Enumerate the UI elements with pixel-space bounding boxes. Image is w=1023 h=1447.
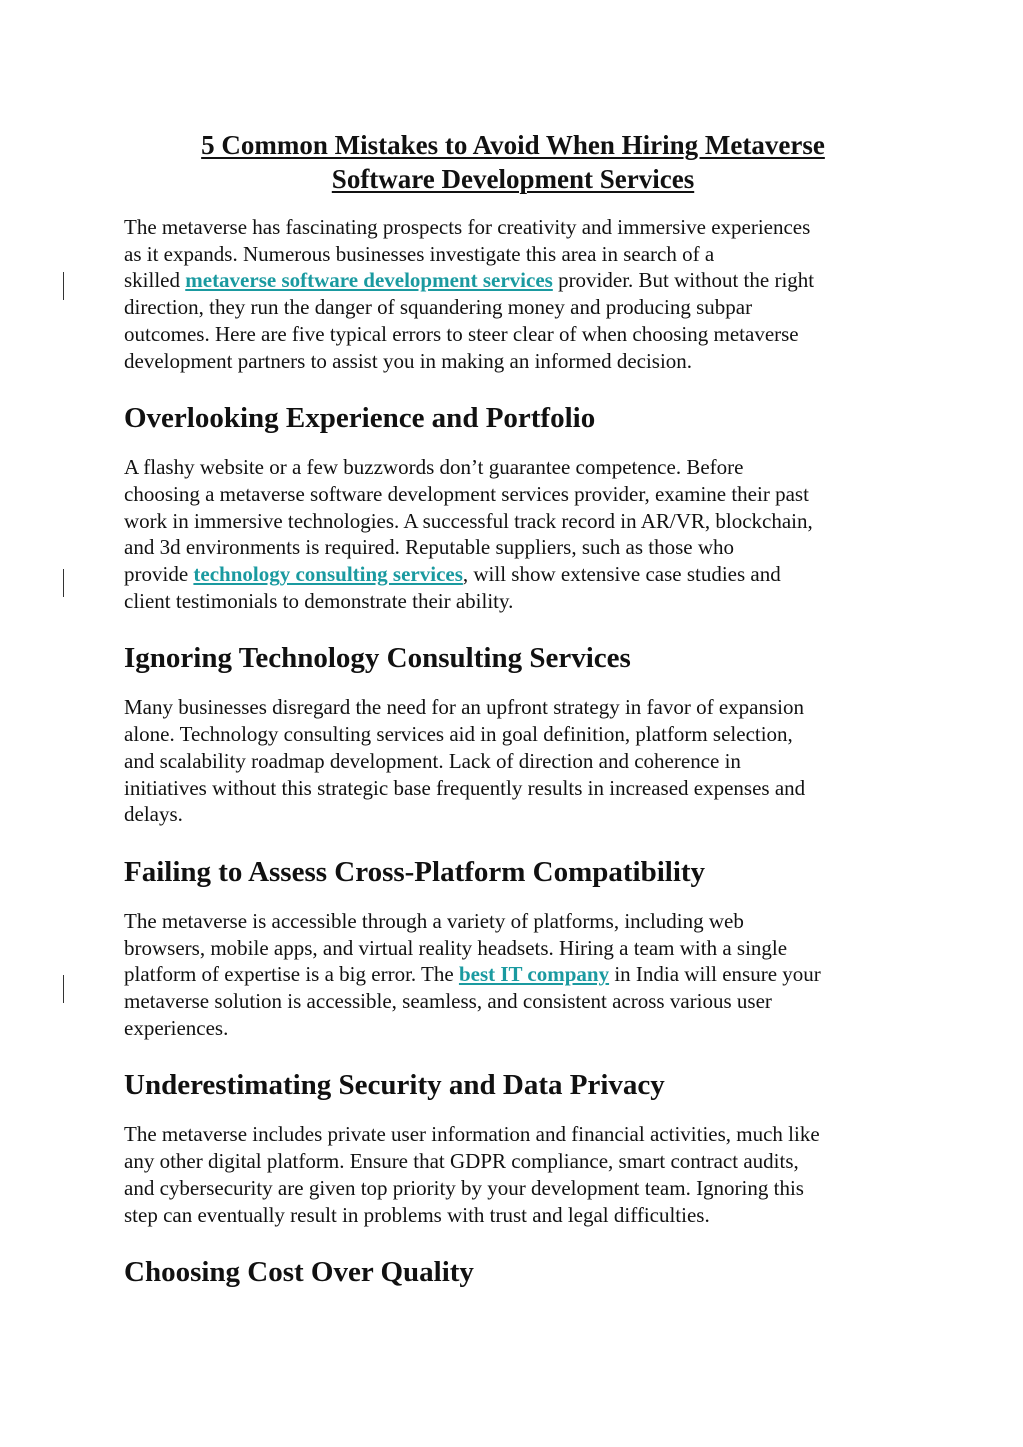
section-paragraph-experience <box>124 454 902 614</box>
text-line <box>124 561 902 588</box>
text-line: initiatives without this strategic base frequently results in increased expenses and <box>124 775 806 800</box>
text-line <box>124 267 902 294</box>
change-bar-section-1 <box>63 569 64 597</box>
section-paragraph-security <box>124 1121 902 1228</box>
text-line: step can eventually result in problems with trust and legal difficulties. <box>124 1202 710 1227</box>
change-bar-intro <box>63 272 64 300</box>
text-line: A flashy website or a few buzzwords don’t guarantee competence. Before <box>124 455 744 480</box>
text-line: The metaverse is accessible through a variety of platforms, including web <box>124 908 744 933</box>
section-heading-cost: Choosing Cost Over Quality <box>124 1256 474 1289</box>
text-line: and scalability roadmap development. Lack of direction and coherence in <box>124 748 741 773</box>
text-fragment: platform of expertise is a big error. The <box>124 962 459 987</box>
best-it-company-link[interactable]: best IT company <box>458 962 610 987</box>
section-paragraph-consulting <box>124 694 902 828</box>
document-page <box>124 128 902 1290</box>
section-heading-compatibility: Failing to Assess Cross-Platform Compatibility <box>124 855 706 888</box>
text-fragment: provide <box>124 562 194 587</box>
text-line: metaverse solution is accessible, seamless, and consistent across various user <box>124 989 772 1014</box>
text-fragment: skilled <box>124 268 186 293</box>
title-line-1: 5 Common Mistakes to Avoid When Hiring Metaverse <box>201 130 825 160</box>
text-line: The metaverse includes private user information and financial activities, much like <box>124 1122 820 1147</box>
text-fragment: in India will ensure your <box>609 962 821 987</box>
text-line: work in immersive technologies. A successful track record in AR/VR, blockchain, <box>124 508 813 533</box>
text-line: alone. Technology consulting services aid in goal definition, platform selection, <box>124 722 793 747</box>
technology-consulting-services-link[interactable]: technology consulting services <box>193 562 463 587</box>
text-fragment: , will show extensive case studies and <box>462 562 781 587</box>
section-heading-experience: Overlooking Experience and Portfolio <box>124 402 596 435</box>
section-paragraph-compatibility <box>124 908 902 1042</box>
text-line: and cybersecurity are given top priority by your development team. Ignoring this <box>124 1175 804 1200</box>
text-line: as it expands. Numerous businesses investigate this area in search of a <box>124 241 715 266</box>
text-line: client testimonials to demonstrate their ability. <box>124 588 514 613</box>
text-fragment: provider. But without the right <box>552 268 815 293</box>
text-line: and 3d environments is required. Reputable suppliers, such as those who <box>124 535 735 560</box>
title-line-2: Software Development Services <box>331 164 695 194</box>
text-line: any other digital platform. Ensure that GDPR compliance, smart contract audits, <box>124 1149 799 1174</box>
text-line: choosing a metaverse software development services provider, examine their past <box>124 481 809 506</box>
text-line: development partners to assist you in making an informed decision. <box>124 348 693 373</box>
change-bar-section-3 <box>63 975 64 1003</box>
text-line: browsers, mobile apps, and virtual reality headsets. Hiring a team with a single <box>124 935 788 960</box>
metaverse-software-development-services-link[interactable]: metaverse software development services <box>185 268 553 293</box>
section-heading-consulting: Ignoring Technology Consulting Services <box>124 642 631 675</box>
text-line: The metaverse has fascinating prospects for creativity and immersive experiences <box>124 215 811 239</box>
text-line: direction, they run the danger of squandering money and producing subpar <box>124 295 753 320</box>
document-title <box>124 128 902 196</box>
text-line: Many businesses disregard the need for an upfront strategy in favor of expansion <box>124 695 804 720</box>
text-line: outcomes. Here are five typical errors to steer clear of when choosing metaverse <box>124 321 799 346</box>
section-heading-security: Underestimating Security and Data Privacy <box>124 1069 665 1102</box>
text-line <box>124 961 902 988</box>
text-line: experiences. <box>124 1015 229 1040</box>
text-line: delays. <box>124 802 183 827</box>
intro-paragraph <box>124 214 902 374</box>
